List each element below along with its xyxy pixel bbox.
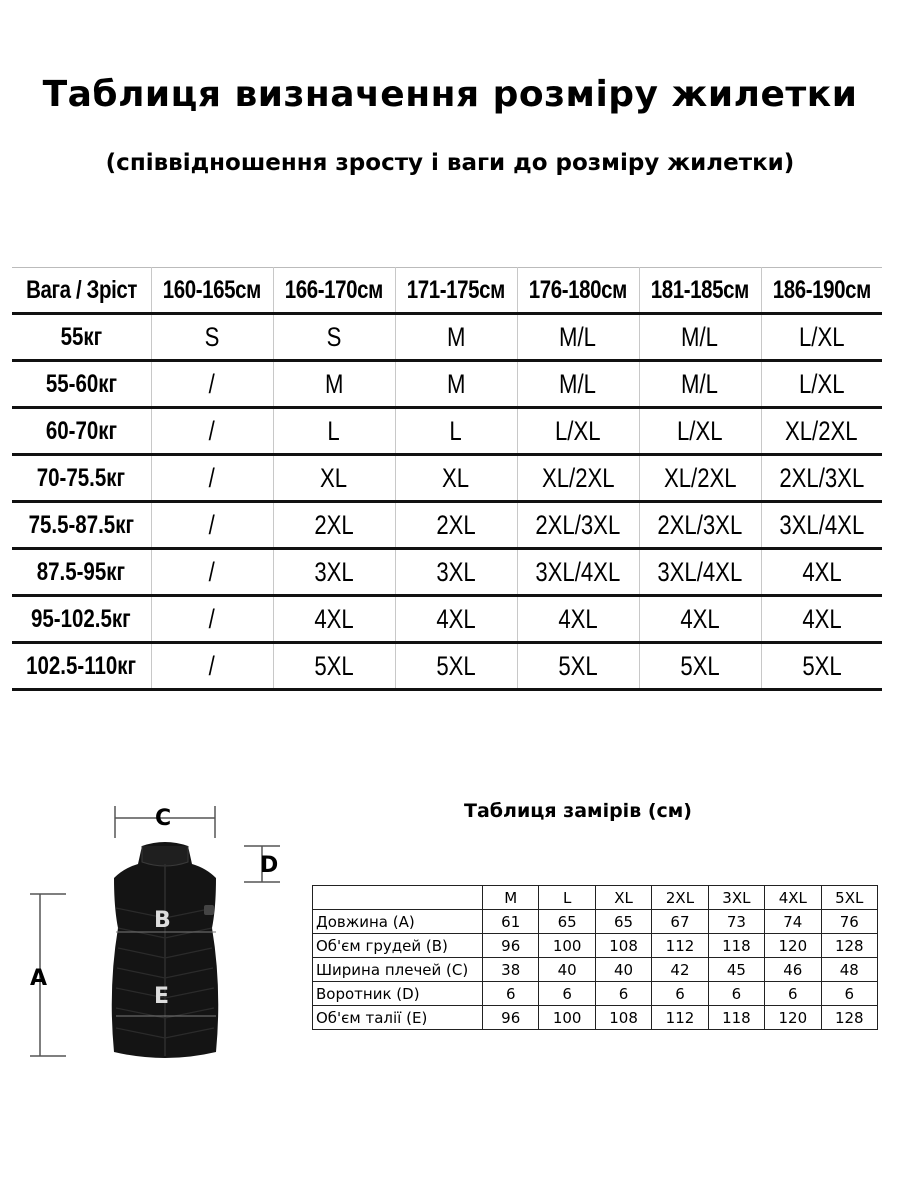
size-cell — [273, 502, 395, 549]
measurement-header-row — [313, 886, 878, 910]
measure-size-header: 2XL — [652, 886, 708, 910]
size-cell-text: XL/2XL — [785, 415, 859, 446]
measurement-value: 118 — [708, 934, 764, 958]
size-cell-text: XL — [442, 462, 470, 493]
size-cell — [151, 408, 273, 455]
measurement-value: 128 — [821, 934, 877, 958]
measurement-title: Таблиця замірів (см) — [464, 800, 692, 822]
height-header — [273, 268, 395, 314]
size-cell — [517, 502, 639, 549]
size-cell-text: 5XL — [436, 650, 476, 681]
measurement-label: Об'єм талії (E) — [313, 1006, 483, 1030]
measurement-value: 6 — [708, 982, 764, 1006]
size-cell — [273, 643, 395, 690]
size-cell — [151, 596, 273, 643]
size-chart-row — [12, 361, 882, 408]
size-cell-text: 2XL — [314, 509, 354, 540]
size-cell-text: M — [446, 321, 466, 352]
size-cell — [395, 455, 517, 502]
size-cell — [639, 314, 761, 361]
measurement-row — [313, 958, 878, 982]
page-title: Таблиця визначення розміру жилетки — [42, 74, 858, 115]
size-cell — [761, 314, 882, 361]
size-cell-text: 4XL — [802, 603, 842, 634]
size-cell-text: 3XL — [436, 556, 476, 587]
weight-label — [12, 596, 151, 643]
measurement-value: 120 — [765, 934, 821, 958]
size-cell — [395, 643, 517, 690]
size-cell — [395, 502, 517, 549]
measurement-value: 40 — [539, 958, 595, 982]
height-header — [761, 268, 882, 314]
size-cell-text: L/XL — [555, 415, 601, 446]
height-header — [395, 268, 517, 314]
measurement-value: 112 — [652, 934, 708, 958]
weight-label-text: 75.5-87.5кг — [28, 510, 134, 539]
height-header — [151, 268, 273, 314]
size-cell — [273, 314, 395, 361]
size-cell — [517, 549, 639, 596]
weight-label-text: 70-75.5кг — [37, 463, 126, 492]
measurement-value: 73 — [708, 910, 764, 934]
height-header-label: 166-170см — [284, 275, 384, 304]
vest-diagram — [30, 798, 290, 1078]
size-cell — [761, 502, 882, 549]
measurement-value: 61 — [483, 910, 539, 934]
vest-illustration — [30, 798, 290, 1078]
size-cell-text: M — [446, 368, 466, 399]
measurement-value: 45 — [708, 958, 764, 982]
size-cell — [639, 408, 761, 455]
weight-label-text: 60-70кг — [45, 416, 117, 445]
label-a: A — [30, 966, 48, 991]
weight-label-text: 102.5-110кг — [26, 651, 137, 680]
size-cell-text: / — [208, 462, 216, 493]
measurement-value: 6 — [539, 982, 595, 1006]
size-cell-text: 5XL — [314, 650, 354, 681]
size-cell-text: / — [208, 509, 216, 540]
size-cell — [273, 549, 395, 596]
page-subtitle: (співвідношення зросту і ваги до розміру жилетки) — [105, 150, 795, 176]
measurement-value: 100 — [539, 1006, 595, 1030]
size-cell — [639, 361, 761, 408]
size-cell — [273, 408, 395, 455]
size-chart-row — [12, 502, 882, 549]
corner-header-label: Вага / Зріст — [25, 275, 137, 304]
size-cell-text: 2XL/3XL — [535, 509, 621, 540]
size-cell — [761, 643, 882, 690]
weight-label-text: 87.5-95кг — [37, 557, 126, 586]
measure-size-header: 4XL — [765, 886, 821, 910]
size-cell — [517, 643, 639, 690]
height-header — [639, 268, 761, 314]
size-cell-text: 3XL/4XL — [779, 509, 865, 540]
size-chart-row — [12, 596, 882, 643]
measurement-value: 96 — [483, 934, 539, 958]
size-cell — [517, 314, 639, 361]
weight-label — [12, 502, 151, 549]
measurement-value: 6 — [595, 982, 651, 1006]
measurement-value: 112 — [652, 1006, 708, 1030]
measurement-value: 76 — [821, 910, 877, 934]
measurement-value: 100 — [539, 934, 595, 958]
measurement-value: 67 — [652, 910, 708, 934]
size-cell-text: 2XL — [436, 509, 476, 540]
weight-label — [12, 643, 151, 690]
size-cell-text: 5XL — [558, 650, 598, 681]
weight-label — [12, 455, 151, 502]
size-cell-text: 3XL — [314, 556, 354, 587]
size-cell — [639, 549, 761, 596]
size-cell — [395, 361, 517, 408]
size-cell — [517, 361, 639, 408]
measurement-label: Довжина (A) — [313, 910, 483, 934]
weight-label-text: 95-102.5кг — [31, 604, 132, 633]
measurement-value: 65 — [595, 910, 651, 934]
size-cell — [517, 408, 639, 455]
size-cell-text: / — [208, 368, 216, 399]
size-cell-text: L/XL — [798, 368, 845, 399]
size-cell-text: 4XL — [314, 603, 354, 634]
measurement-value: 38 — [483, 958, 539, 982]
measurement-value: 108 — [595, 934, 651, 958]
size-cell — [151, 361, 273, 408]
size-chart-table — [12, 267, 882, 691]
size-cell — [273, 361, 395, 408]
height-header-label: 171-175см — [406, 275, 506, 304]
size-cell — [273, 455, 395, 502]
size-cell — [761, 596, 882, 643]
measurement-row — [313, 982, 878, 1006]
measurement-label: Ширина плечей (C) — [313, 958, 483, 982]
size-cell-text: L/XL — [677, 415, 723, 446]
measurement-value: 6 — [821, 982, 877, 1006]
measurement-label: Об'єм грудей (B) — [313, 934, 483, 958]
size-cell — [761, 408, 882, 455]
measurement-value: 40 — [595, 958, 651, 982]
size-cell-text: M/L — [559, 321, 597, 352]
size-cell — [395, 314, 517, 361]
size-cell-text: XL/2XL — [541, 462, 615, 493]
measure-size-header: M — [483, 886, 539, 910]
size-cell-text: / — [208, 650, 216, 681]
size-cell-text: / — [208, 603, 216, 634]
size-cell-text: M/L — [559, 368, 597, 399]
size-cell-text: 4XL — [558, 603, 598, 634]
measure-size-header: L — [539, 886, 595, 910]
size-chart-row — [12, 408, 882, 455]
measurement-value: 108 — [595, 1006, 651, 1030]
label-b: B — [154, 908, 171, 933]
height-header-label: 181-185см — [650, 275, 750, 304]
size-cell — [395, 408, 517, 455]
size-cell-text: 5XL — [680, 650, 720, 681]
size-cell — [517, 455, 639, 502]
measurement-label: Воротник (D) — [313, 982, 483, 1006]
weight-label — [12, 408, 151, 455]
size-cell-text: L — [327, 415, 341, 446]
size-cell-text: L/XL — [798, 321, 845, 352]
measurement-value: 42 — [652, 958, 708, 982]
size-cell-text: M/L — [681, 321, 719, 352]
size-cell-text: M — [324, 368, 344, 399]
height-header-label: 160-165см — [162, 275, 262, 304]
size-cell — [151, 314, 273, 361]
measurement-value: 74 — [765, 910, 821, 934]
measurement-row — [313, 910, 878, 934]
size-cell — [151, 502, 273, 549]
size-chart-row — [12, 643, 882, 690]
measurement-row — [313, 934, 878, 958]
size-cell-text: 2XL/3XL — [657, 509, 743, 540]
measurement-value: 118 — [708, 1006, 764, 1030]
size-cell-text: / — [208, 556, 216, 587]
size-cell-text: 3XL/4XL — [535, 556, 621, 587]
size-cell-text: S — [326, 321, 342, 352]
size-cell — [151, 643, 273, 690]
label-d: D — [260, 853, 279, 878]
size-chart-row — [12, 314, 882, 361]
size-cell — [151, 455, 273, 502]
size-cell-text: 4XL — [680, 603, 720, 634]
size-chart-row — [12, 455, 882, 502]
size-cell-text: 4XL — [436, 603, 476, 634]
height-header — [517, 268, 639, 314]
size-cell — [151, 549, 273, 596]
measurement-value: 48 — [821, 958, 877, 982]
size-cell — [761, 361, 882, 408]
size-cell — [395, 596, 517, 643]
weight-label — [12, 314, 151, 361]
measure-size-header: XL — [595, 886, 651, 910]
size-cell-text: M/L — [681, 368, 719, 399]
size-cell — [273, 596, 395, 643]
size-cell-text: L — [449, 415, 463, 446]
measure-size-header: 3XL — [708, 886, 764, 910]
measurement-value: 128 — [821, 1006, 877, 1030]
measurement-body — [313, 886, 878, 1030]
measurement-table — [312, 885, 878, 1030]
measurement-value: 96 — [483, 1006, 539, 1030]
size-cell — [395, 549, 517, 596]
size-cell — [517, 596, 639, 643]
size-cell-text: XL/2XL — [663, 462, 737, 493]
size-cell — [639, 643, 761, 690]
measure-size-header: 5XL — [821, 886, 877, 910]
measurement-value: 65 — [539, 910, 595, 934]
size-cell-text: XL — [320, 462, 348, 493]
height-header-label: 176-180см — [528, 275, 628, 304]
size-chart-body — [12, 268, 882, 690]
size-cell-text: S — [204, 321, 220, 352]
size-cell — [639, 596, 761, 643]
size-cell — [761, 549, 882, 596]
measurement-value: 6 — [483, 982, 539, 1006]
measurement-value: 46 — [765, 958, 821, 982]
size-cell-text: 4XL — [802, 556, 842, 587]
weight-label — [12, 361, 151, 408]
measurement-row — [313, 1006, 878, 1030]
size-cell — [639, 502, 761, 549]
size-cell-text: 5XL — [802, 650, 842, 681]
size-chart-row — [12, 549, 882, 596]
size-cell — [761, 455, 882, 502]
corner-header — [12, 268, 151, 314]
label-c: C — [155, 806, 172, 831]
size-cell-text: / — [208, 415, 216, 446]
weight-label-text: 55кг — [60, 322, 103, 351]
measurement-value: 6 — [652, 982, 708, 1006]
weight-label — [12, 549, 151, 596]
size-cell-text: 2XL/3XL — [779, 462, 865, 493]
measurement-value: 6 — [765, 982, 821, 1006]
size-chart-header-row — [12, 268, 882, 314]
measurement-corner — [313, 886, 483, 910]
measurement-value: 120 — [765, 1006, 821, 1030]
size-cell-text: 3XL/4XL — [657, 556, 743, 587]
weight-label-text: 55-60кг — [45, 369, 117, 398]
label-e: E — [154, 984, 170, 1009]
size-cell — [639, 455, 761, 502]
height-header-label: 186-190см — [772, 275, 871, 304]
